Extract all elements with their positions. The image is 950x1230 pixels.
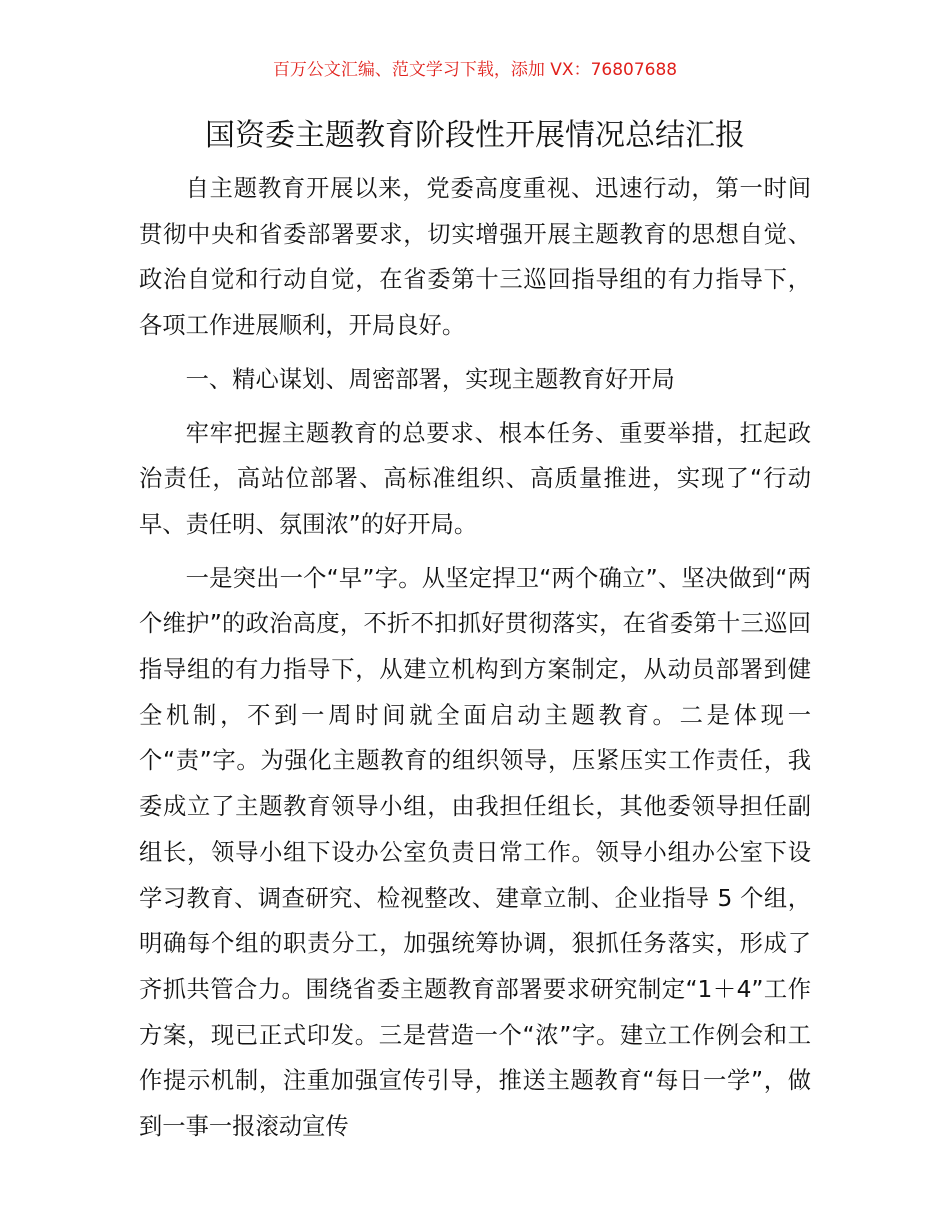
watermark-header: 百万公文汇编、范文学习下载，添加 VX：76807688 (272, 60, 678, 80)
document-title: 国资委主题教育阶段性开展情况总结汇报 (205, 118, 745, 153)
paragraph-section-1-summary: 牢牢把握主题教育的总要求、根本任务、重要举措，扛起政治责任，高站位部署、高标准组织、高质量推进，实现了“行动早、责任明、氛围浓”的好开局。 (139, 419, 811, 538)
document-body (139, 166, 811, 1158)
paragraph-intro: 自主题教育开展以来，党委高度重视、迅速行动，第一时间贯彻中央和省委部署要求，切实增强开展主题教育的思想自觉、政治自觉和行动自觉，在省委第十三巡回指导组的有力指导下，各项工作进展顺利，开局良好。 (139, 175, 811, 340)
section-heading-1: 一、精心谋划、周密部署，实现主题教育好开局 (185, 365, 675, 393)
paragraph-section-1-details: 一是突出一个“早”字。从坚定捍卫“两个确立”、坚决做到“两个维护”的政治高度，不折不扣抓好贯彻落实，在省委第十三巡回指导组的有力指导下，从建立机构到方案制定，从动员部署到健全机制，不到一周时间就全面启动主题教育。二是体现一个“责”字。为强化主题教育的组织领导，压紧压实工作责任，我委成立了主题教育领导小组，由我担任组长，其他委领导担任副组长，领导小组下设办公室负责日常工作。领导小组办公室下设学习教育、调查研究、检视整改、建章立制、企业指导 5 个组，明确每个组的职责分工，加强统筹协调，狠抓任务落实，形成了齐抓共管合力。围绕省委主题教育部署要求研究制定“1＋4”工作方案，现已正式印发。三是营造一个“浓”字。建立工作例会和工作提示机制，注重加强宣传引导，推送主题教育“每日一学”，做到一事一报滚动宣传 (139, 564, 811, 1141)
